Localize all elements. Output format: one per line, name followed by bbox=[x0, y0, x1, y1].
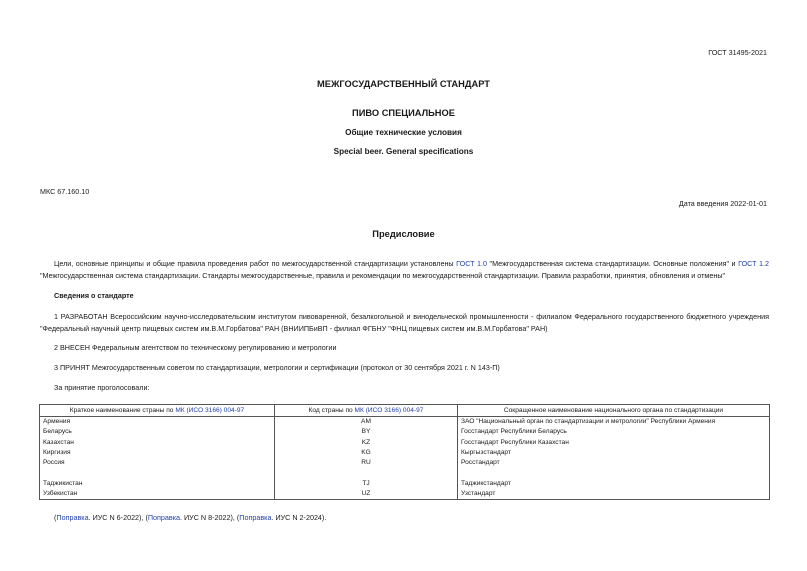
cell-body: Узстандарт bbox=[458, 489, 770, 500]
standard-info-heading: Сведения о стандарте bbox=[54, 291, 134, 300]
table-row bbox=[40, 448, 770, 458]
amendment-link-1[interactable]: Поправка bbox=[56, 513, 89, 522]
item-adopted: 3 ПРИНЯТ Межгосударственным советом по стандартизации, метрологии и сертификации (протокол от 30 сентября 2021 г. N 143-П) bbox=[54, 363, 500, 372]
cell-country: Таджикистан bbox=[40, 479, 275, 489]
cell-country: Киргизия bbox=[40, 448, 275, 458]
document-title-english: Special beer. General specifications bbox=[333, 147, 474, 156]
gost-1-2-link[interactable]: ГОСТ 1.2 bbox=[738, 259, 769, 268]
amend-text-3: . ИУС N 2-2024). bbox=[271, 513, 327, 522]
mk-iso-link[interactable]: МК (ИСО 3166) 004-97 bbox=[354, 407, 424, 414]
table-row bbox=[40, 479, 770, 489]
item-developed: 1 РАЗРАБОТАН Всероссийским научно-исследовательским институтом пивоваренной, безалкогольной и винодельческой промышленности - филиалом Федерального государственного бюджетного учреждения "Федеральный научный центр пищевых систем им.В.М.Горбатова" РАН (ВНИИПБиВП - филиал ФГБНУ "ФНЦ пищевых систем им.В.М.Горбатова" РАН) bbox=[40, 312, 769, 333]
voting-countries-table bbox=[39, 404, 770, 500]
cell-code: KZ bbox=[275, 438, 458, 448]
table-row bbox=[40, 438, 770, 448]
cell-body: Росстандарт bbox=[458, 458, 770, 468]
cell-country: Россия bbox=[40, 458, 275, 468]
cell-body: Госстандарт Республики Беларусь bbox=[458, 427, 770, 437]
mks-code: МКС 67.160.10 bbox=[40, 187, 90, 196]
table-row bbox=[40, 427, 770, 437]
cell-code: AM bbox=[275, 417, 458, 428]
document-subtitle: Общие технические условия bbox=[345, 128, 462, 137]
table-row-empty bbox=[40, 468, 770, 478]
table-header-row bbox=[40, 405, 770, 417]
standard-type-heading: МЕЖГОСУДАРСТВЕННЫЙ СТАНДАРТ bbox=[317, 79, 490, 89]
amendments-line bbox=[54, 513, 326, 522]
amend-text-2: . ИУС N 8-2022), ( bbox=[180, 513, 240, 522]
cell-body: Госстандарт Республики Казахстан bbox=[458, 438, 770, 448]
preface-heading: Предисловие bbox=[372, 229, 435, 239]
header-country-text: Краткое наименование страны по bbox=[69, 407, 176, 414]
cell-country: Армения bbox=[40, 417, 275, 428]
header-body: Сокращенное наименование национального органа по стандартизации bbox=[458, 405, 770, 417]
mk-iso-link[interactable]: МК (ИСО 3166) 004-97 bbox=[175, 407, 245, 414]
cell-country: Казахстан bbox=[40, 438, 275, 448]
cell-code: UZ bbox=[275, 489, 458, 500]
cell-code bbox=[275, 468, 458, 478]
voted-label: За принятие проголосовали: bbox=[54, 383, 150, 392]
amend-open: ( bbox=[54, 513, 57, 522]
introduction-date: Дата введения 2022-01-01 bbox=[678, 199, 767, 208]
preface-text-a: Цели, основные принципы и общие правила проведения работ по межгосударственной стандартизации установлены bbox=[54, 259, 457, 268]
cell-body: Таджикстандарт bbox=[458, 479, 770, 489]
cell-body bbox=[458, 468, 770, 478]
preface-text-b: "Межгосударственная система стандартизации. Основные положения" и bbox=[487, 259, 739, 268]
cell-code: BY bbox=[275, 427, 458, 437]
amendment-link-3[interactable]: Поправка bbox=[239, 513, 272, 522]
cell-code: TJ bbox=[275, 479, 458, 489]
table-row bbox=[40, 417, 770, 428]
cell-body: Кыргызстандарт bbox=[458, 448, 770, 458]
cell-code: KG bbox=[275, 448, 458, 458]
gost-1-0-link[interactable]: ГОСТ 1.0 bbox=[456, 259, 488, 268]
cell-country bbox=[40, 468, 275, 478]
preface-paragraph bbox=[40, 258, 769, 281]
table-row bbox=[40, 489, 770, 500]
item-submitted: 2 ВНЕСЕН Федеральным агентством по техническому регулированию и метрологии bbox=[54, 343, 337, 352]
amend-text-1: . ИУС N 6-2022), ( bbox=[88, 513, 148, 522]
document-title: ПИВО СПЕЦИАЛЬНОЕ bbox=[352, 108, 455, 118]
preface-text-c: "Межгосударственная система стандартизации. Стандарты межгосударственные, правила и рекомендации по межгосударственной стандартизации. Правила разработки, принятия, обновления и отмены" bbox=[40, 270, 726, 280]
header-code-text: Код страны по bbox=[308, 407, 355, 414]
document-code: ГОСТ 31495-2021 bbox=[708, 48, 767, 57]
cell-code: RU bbox=[275, 458, 458, 468]
cell-country: Беларусь bbox=[40, 427, 275, 437]
amendment-link-2[interactable]: Поправка bbox=[147, 513, 181, 522]
header-country bbox=[40, 405, 275, 417]
cell-country: Узбекистан bbox=[40, 489, 275, 500]
table-row bbox=[40, 458, 770, 468]
cell-body: ЗАО "Национальный орган по стандартизации и метрологии" Республики Армения bbox=[458, 417, 770, 428]
header-code bbox=[275, 405, 458, 417]
